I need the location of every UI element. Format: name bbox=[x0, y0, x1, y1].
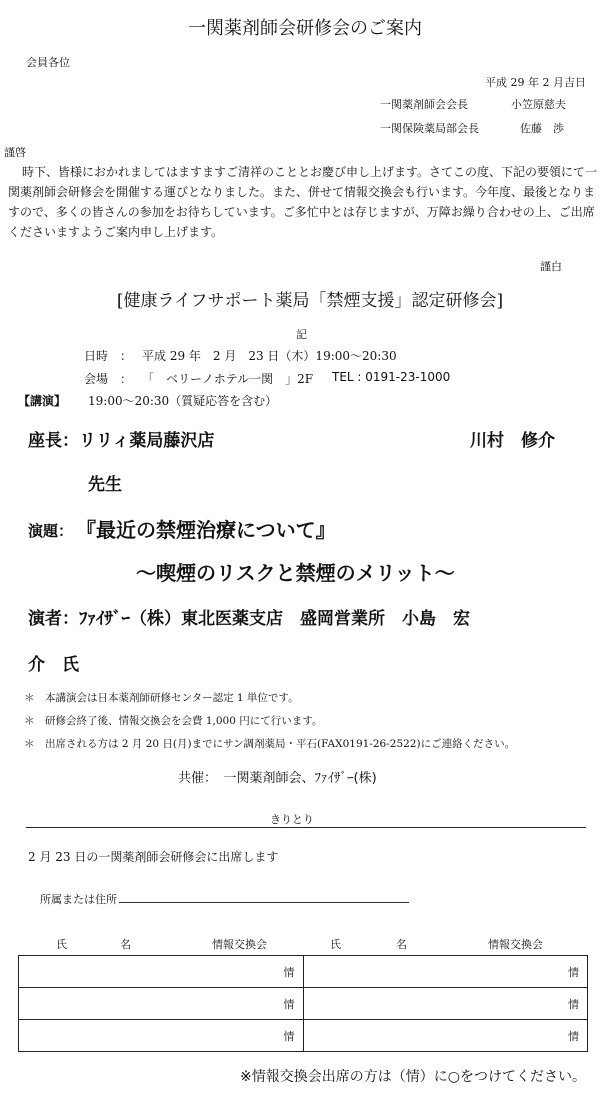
note-2: ＊ 研修会終了後、情報交換会を会費 1,000 円にて行います。 bbox=[24, 715, 323, 727]
form-cell-right[interactable]: 情 bbox=[303, 956, 588, 988]
form-row bbox=[19, 1020, 588, 1052]
footnote: ※情報交換会出席の方は（情）に○をつけてください。 bbox=[240, 1069, 586, 1085]
cohost-line: 共催： 一関薬剤師会、ﾌｧｲｻﾞｰ(株) bbox=[178, 771, 377, 786]
header-info-right: 情報交換会 bbox=[488, 938, 543, 951]
form-cell-left[interactable]: 情 bbox=[19, 956, 304, 988]
sender1-name: 小笠原慈夫 bbox=[511, 98, 566, 111]
form-cell-right[interactable]: 情 bbox=[303, 988, 588, 1020]
header-info-left: 情報交換会 bbox=[212, 938, 267, 951]
lecture-time: 19:00～20:30（質疑応答を含む） bbox=[88, 394, 278, 408]
cut-line bbox=[26, 827, 586, 828]
form-cell-left[interactable]: 情 bbox=[19, 988, 304, 1020]
affiliation-field[interactable] bbox=[119, 890, 409, 903]
sender2-name: 佐藤 渉 bbox=[520, 122, 564, 135]
lecture-label: 【講演】 bbox=[18, 394, 67, 408]
note-3: ＊ 出席される方は 2 月 20 日(月)までにサン調剤薬局・平石(FAX0191-26-2522)にご連絡ください。 bbox=[24, 738, 516, 750]
attendance-form-table bbox=[18, 955, 588, 1052]
datetime-label: 日時 ： bbox=[84, 349, 133, 363]
greeting-close: 謹白 bbox=[540, 260, 562, 273]
form-cell-right[interactable]: 情 bbox=[303, 1020, 588, 1052]
cut-label: きりとり bbox=[270, 813, 314, 826]
affiliation-label: 所属または住所 bbox=[40, 893, 117, 906]
date-line: 平成 29 年 2 月吉日 bbox=[485, 76, 586, 89]
page-title: 一関薬剤師会研修会のご案内 bbox=[188, 18, 422, 39]
sender1-org: 一関薬剤師会会長 bbox=[380, 98, 468, 111]
venue-label: 会場 ： bbox=[84, 372, 133, 386]
greeting-open: 謹啓 bbox=[4, 146, 26, 159]
venue-tel: TEL : 0191-23-1000 bbox=[332, 370, 451, 384]
note-1: ＊ 本講演会は日本薬剤師研修センター認定 1 単位です。 bbox=[24, 692, 299, 704]
header-name-left-2: 名 bbox=[120, 938, 131, 951]
header-name-left-1: 氏 bbox=[56, 938, 67, 951]
sender2-org: 一関保険薬局部会長 bbox=[380, 122, 479, 135]
form-cell-left[interactable]: 情 bbox=[19, 1020, 304, 1052]
attend-text: 2 月 23 日の一関薬剤師会研修会に出席します bbox=[28, 850, 279, 864]
addressee: 会員各位 bbox=[26, 56, 70, 69]
topic-sub: ～喫煙のリスクと禁煙のメリット～ bbox=[136, 561, 455, 585]
topic-main: 『最近の禁煙治療について』 bbox=[76, 518, 336, 542]
datetime-value: 平成 29 年 2 月 23 日（木）19:00～20:30 bbox=[142, 349, 397, 363]
ki-label: 記 bbox=[296, 328, 307, 341]
chair-name: 川村 修介 bbox=[470, 431, 555, 451]
form-row bbox=[19, 988, 588, 1020]
form-row bbox=[19, 956, 588, 988]
speaker-line: 演者：ﾌｧｲｻﾞｰ（株）東北医薬支店 盛岡営業所 小島 宏 bbox=[28, 609, 470, 629]
header-name-right-1: 氏 bbox=[330, 938, 341, 951]
body-paragraph: 時下、皆様におかれましてはますますご清祥のこととお慶び申し上げます。さてこの度、下記の要領にて一関薬剤師会研修会を開催する運びとなりました。また、併せて情報交換会も行います。今年度、最後となりますので、多くの皆さんの参加をお待ちしています。ご多忙中とは存じますが、万障お繰り合わせの上、ご出席くださいますようご案内申し上げます。 bbox=[8, 165, 598, 239]
program-title: [健康ライフサポート薬局「禁煙支援」認定研修会] bbox=[116, 291, 504, 311]
topic-label: 演題： bbox=[28, 522, 74, 540]
venue-value: 「 ベリーノホテル一関 」2F bbox=[142, 372, 314, 386]
speaker-suffix: 介 氏 bbox=[28, 655, 79, 675]
affiliation-row bbox=[40, 890, 409, 907]
header-name-right-2: 名 bbox=[396, 938, 407, 951]
chair-suffix: 先生 bbox=[88, 475, 122, 495]
chair-line: 座長：リリィ薬局藤沢店 bbox=[28, 431, 215, 451]
